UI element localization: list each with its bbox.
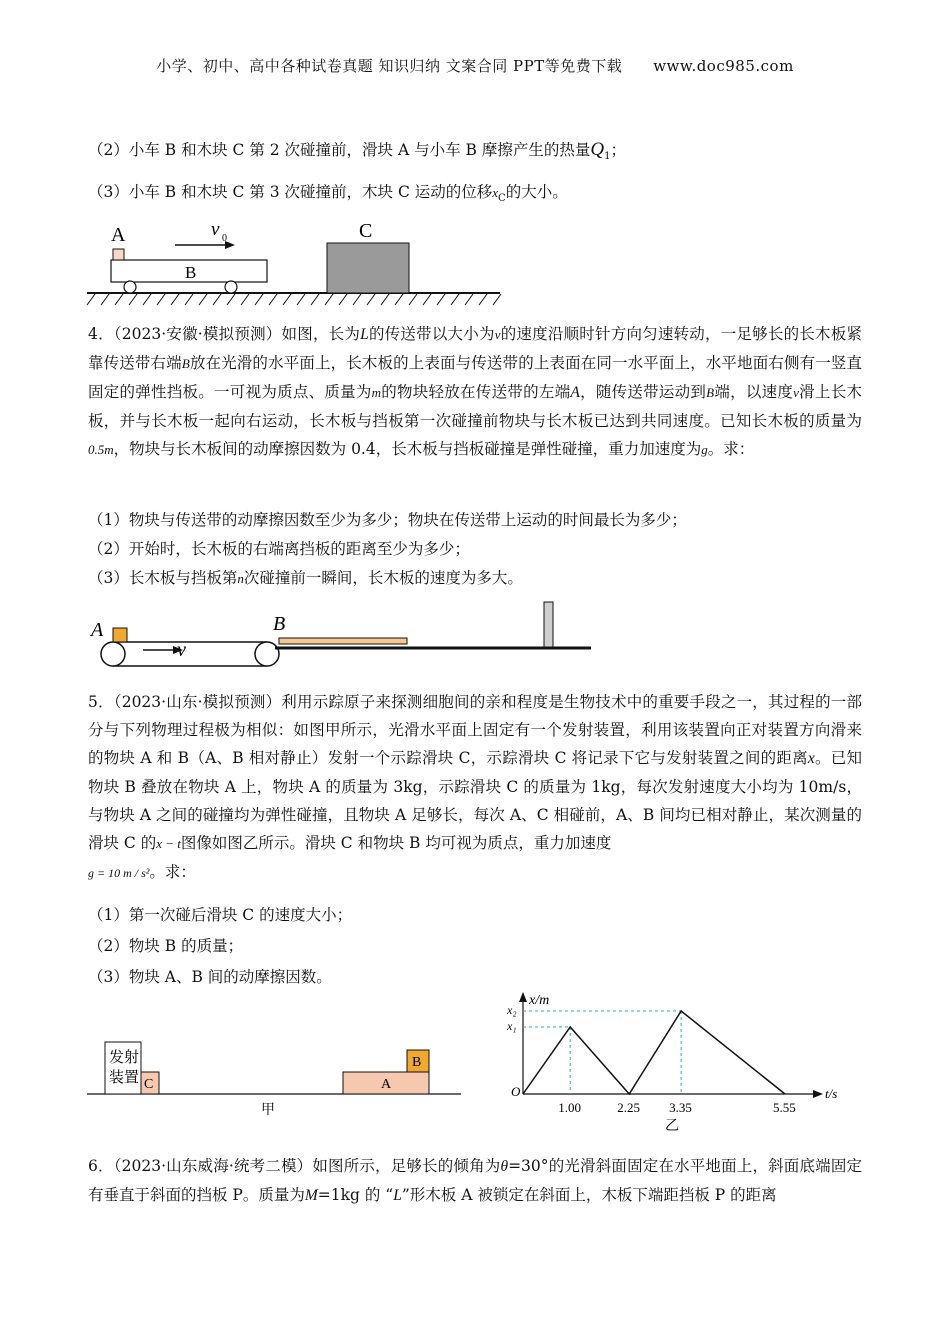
block-c bbox=[327, 243, 409, 293]
q5-part2: （2）物块 B 的质量； bbox=[88, 937, 244, 955]
q3-part3: （3）小车 B 和木块 C 第 3 次碰撞前，木块 C 运动的位移$x_C$的大小。 bbox=[88, 183, 568, 205]
label-b: B bbox=[412, 1055, 422, 1070]
launcher-label-2: 装置 bbox=[109, 1070, 140, 1086]
caption-jia: 甲 bbox=[261, 1103, 275, 1118]
x-axis-arrowhead bbox=[813, 1090, 823, 1098]
caption-yi: 乙 bbox=[665, 1119, 679, 1134]
y-axis-arrowhead bbox=[519, 992, 527, 1002]
q4-part3: （3）长木板与挡板第n次碰撞前一瞬间，长木板的速度为多大。 bbox=[88, 569, 523, 587]
elastic-barrier bbox=[544, 602, 553, 647]
page-header: 小学、初中、高中各种试卷真题 知识归纳 文案合同 PPT等免费下载 www.doc985.com bbox=[156, 57, 794, 75]
block-a bbox=[113, 628, 127, 642]
y-tick-x1: x₁ bbox=[507, 1019, 517, 1033]
series-line-c bbox=[523, 1011, 785, 1094]
pulley-left bbox=[101, 642, 125, 666]
q4-stem: 4．（2023·安徽·模拟预测）如图，长为L的传送带以大小为v的速度沿顺时针方向匀速转动，一足够长的长木板紧靠传送带右端B放在光滑的水平面上，长木板的上表面与传送带的上表面在同一水平面上，水平地面右侧有一竖直固定的弹性挡板。一可视为质点、质量为m的物块轻放在传送带的左端A，随传送带运动到B端，以速度v滑上长木板，并与长木板一起向右运动，长木板与挡板第一次碰撞前物块与长木板已达到共同速度。已知长木板的质量为0.5m，物块与长木板间的动摩擦因数为 0.4，长木板与挡板碰撞是弹性碰撞，重力加速度为g。求： bbox=[88, 325, 862, 458]
q3-figure bbox=[85, 215, 505, 310]
y-tick-x2: x₂ bbox=[507, 1003, 517, 1017]
y-axis-label: x/m bbox=[529, 993, 550, 1008]
launcher-label-1: 发射 bbox=[109, 1050, 140, 1066]
block-a bbox=[113, 249, 124, 260]
label-a: A bbox=[91, 619, 104, 641]
label-c: C bbox=[359, 220, 373, 242]
q3-part2: （2）小车 B 和木块 C 第 2 次碰撞前，滑块 A 与小车 B 摩擦产生的热量$Q_1$； bbox=[88, 139, 626, 163]
q6-stem: 6．（2023·山东威海·统考二模）如图所示，足够长的倾角为θ=30°的光滑斜面固定在水平地面上，斜面底端固定有垂直于斜面的挡板 P。质量为M=1kg 的 “L”形木板 A 被锁定在斜面上，木板下端距挡板 P 的距离 bbox=[88, 1157, 862, 1204]
q5-figure-yi-chart bbox=[495, 990, 840, 1135]
x-axis-label: t/s bbox=[825, 1086, 838, 1101]
label-c: C bbox=[144, 1077, 154, 1092]
label-a: A bbox=[111, 224, 126, 246]
x-tick-label-1: 2.25 bbox=[617, 1100, 640, 1115]
label-a: A bbox=[381, 1077, 392, 1092]
wheel-left bbox=[124, 281, 136, 293]
ground-hatching bbox=[87, 294, 501, 305]
q5-stem: 5．（2023·山东·模拟预测）利用示踪原子来探测细胞间的亲和程度是生物技术中的重要手段之一，其过程的一部分与下列物理过程极为相似：如图甲所示，光滑水平面上固定有一个发射装置，利用该装置向正对装置方向滑来的物块 A 和 B（A、B 相对静止）发射一个示踪滑块 C，示踪滑块 C 将记录下它与发射装置之间的距离x。已知物块 B 叠放在物块 A 上，物块 A 的质量为 3kg，示踪滑块 C 的质量为 1kg，每次发射速度大小均为 10m/s，与物块 A 之间的碰撞均为弹性碰撞，且物块 A 足够长，每次 A、C 相碰前，A、B 间均已相对静止，某次测量的滑块 C 的x − t图像如图乙所示。滑块 C 和物块 B 均可视为质点，重力加速度 g = 10 m / s²。求： bbox=[88, 693, 862, 881]
q5-part3: （3）物块 A、B 间的动摩擦因数。 bbox=[88, 968, 332, 986]
x-tick-label-0: 1.00 bbox=[558, 1100, 581, 1115]
label-b: B bbox=[185, 263, 197, 282]
q5-figure-jia bbox=[85, 1030, 465, 1120]
q4-part2: （2）开始时，长木板的右端离挡板的距离至少为多少； bbox=[88, 540, 470, 558]
q4-figure bbox=[85, 598, 595, 673]
label-v: v bbox=[177, 639, 186, 661]
label-v: v bbox=[211, 219, 220, 240]
q4-part1: （1）物块与传送带的动摩擦因数至少为多少；物块在传送带上运动的时间最长为多少； bbox=[88, 511, 687, 529]
label-v-sub: 0 bbox=[222, 233, 227, 244]
q5-part1: （1）第一次碰后滑块 C 的速度大小； bbox=[88, 906, 353, 924]
pulley-right bbox=[255, 642, 279, 666]
label-b: B bbox=[273, 613, 286, 635]
long-board bbox=[279, 638, 407, 644]
wheel-right bbox=[225, 281, 237, 293]
x-tick-label-2: 3.35 bbox=[669, 1100, 692, 1115]
x-tick-label-3: 5.55 bbox=[773, 1100, 796, 1115]
origin-label: O bbox=[511, 1084, 521, 1099]
